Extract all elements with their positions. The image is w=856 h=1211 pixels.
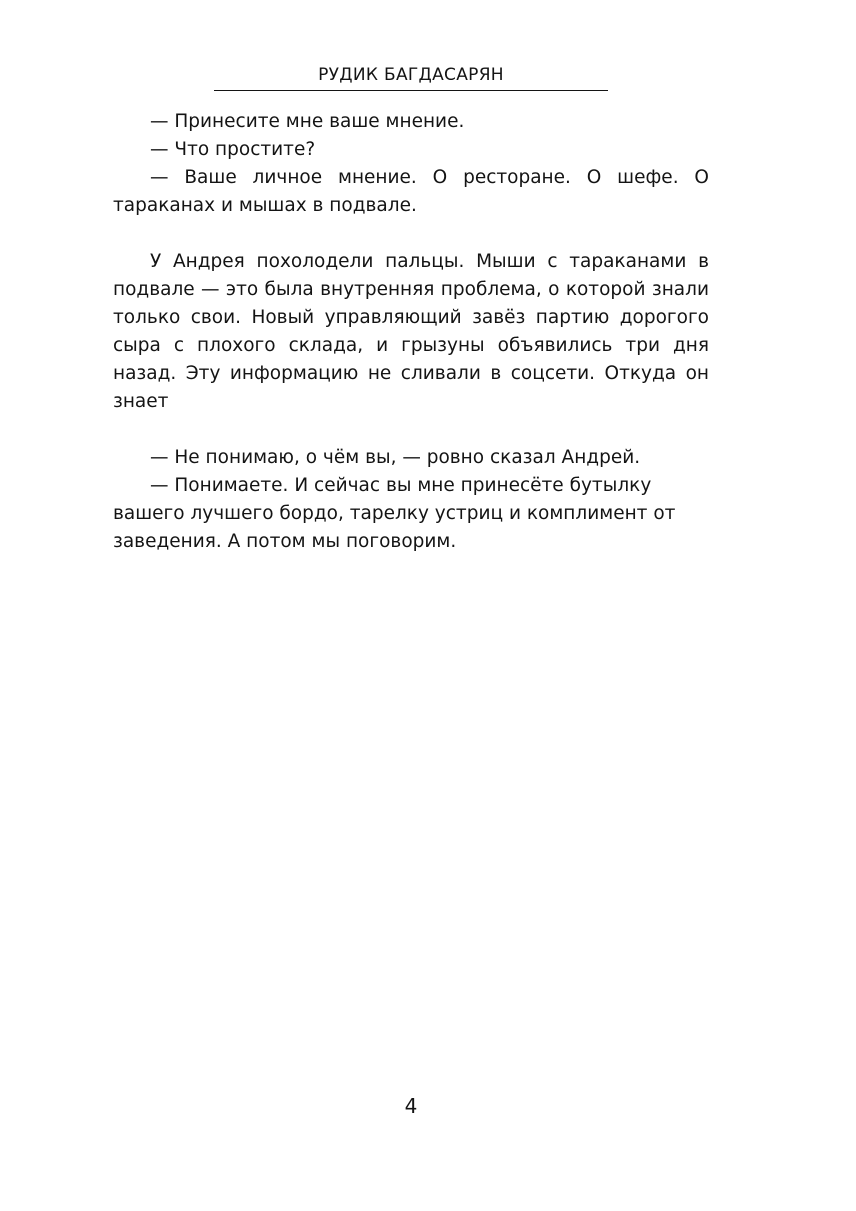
narrative-paragraph: У Андрея похолодели пальцы. Мыши с тараканами в подвале — это была внутренняя проблема, о которой знали только свои. Новый управляющий завёз партию дорогого сыра с плохого склада, и грызуны объявились три дня назад. Эту информацию не сливали в соцсети. Откуда он знает — [113, 251, 709, 412]
dialogue-line: — Понимаете. И сейчас вы мне принесёте бутылку вашего лучшего бордо, тарелку устриц и комплимент от заведения. А потом мы поговорим. — [113, 475, 676, 552]
dialogue-line: — Что простите? — [150, 139, 316, 160]
running-header: РУДИК БАГДАСАРЯН — [214, 64, 608, 91]
page-number: 4 — [404, 1094, 418, 1118]
dialogue-line: — Принесите мне ваше мнение. — [150, 111, 465, 132]
dialogue-line: — Ваше личное мнение. О ресторане. О шефе. О тараканах и мышах в подвале. — [113, 167, 709, 216]
dialogue-line: — Не понимаю, о чём вы, — ровно сказал Андрей. — [150, 447, 641, 468]
body-text — [113, 108, 709, 556]
